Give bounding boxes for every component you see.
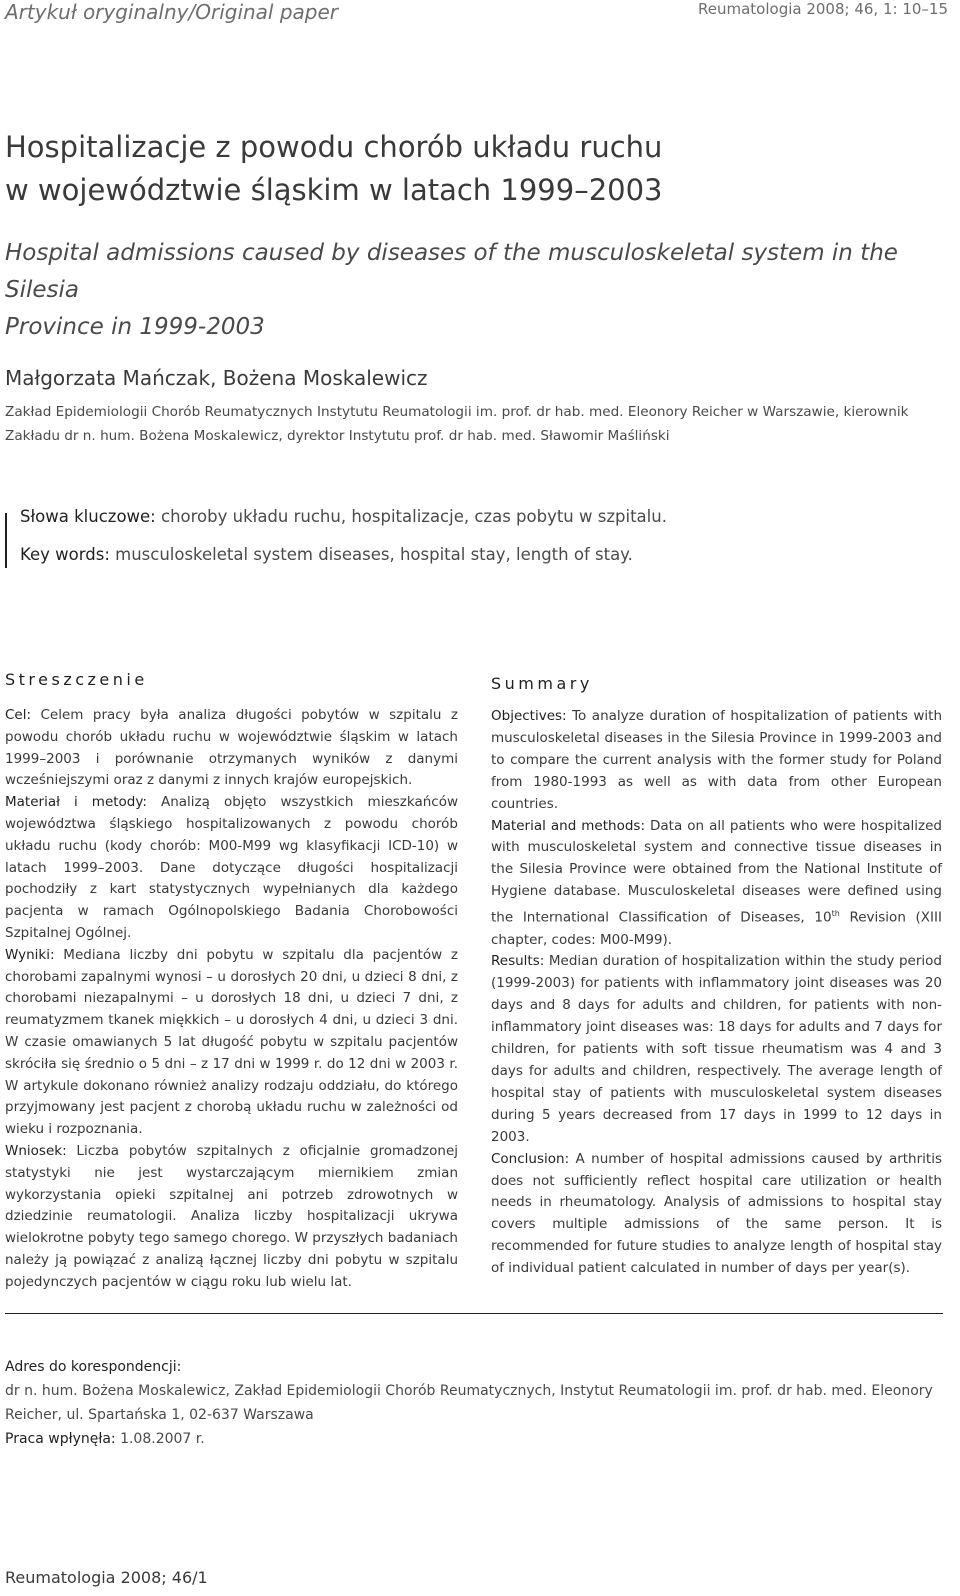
summary-heading: Summary <box>491 674 593 693</box>
title-english <box>5 235 945 346</box>
title-polish-line1: Hospitalizacje z powodu chorób układu ruchu <box>5 130 663 164</box>
correspondence-address: dr n. hum. Bożena Moskalewicz, Zakład Epidemiologii Chorób Reumatycznych, Instytut Reumatologii im. prof. dr hab. med. Eleonory Reicher, ul. Spartańska 1, 02-637 Warszawa <box>5 1383 933 1423</box>
results-text: Median duration of hospitalization within the study period (1999-2003) for patients with inflammatory joint diseases was 20 days and 8 days for adults and children, for patients with non-inflammatory joint diseases was: 18 days for adults and 7 days for children, for patients with soft tissue rheumatism was 4 and 3 days for adults and children, respectively. The average length of hospital stay of patients with musculoskeletal system diseases during 5 years decreased from 17 days in 1999 to 12 days in 2003. <box>491 953 942 1145</box>
keywords-english <box>20 545 633 564</box>
keywords-polish <box>20 507 667 526</box>
cel-text: Celem pracy była analiza długości pobytów w szpitalu z powodu chorób układu ruchu w województwie śląskim w latach 1999–2003 i porównanie otrzymanych wyników z danymi wcześniejszymi oraz z danymi z innych krajów europejskich. <box>5 707 458 789</box>
summary-objectives <box>491 706 942 816</box>
wniosek-label: Wniosek: <box>5 1142 67 1159</box>
conclusion-label: Conclusion: <box>491 1150 570 1167</box>
keywords-english-label: Key words: <box>20 545 110 564</box>
wyniki-label: Wyniki: <box>5 946 55 963</box>
summary-body <box>491 706 942 1280</box>
material-label-pl: Materiał i metody: <box>5 794 147 811</box>
conclusion-text: A number of hospital admissions caused by arthritis does not sufficiently reflect hospital care utilization or health needs in rheumatology. Analysis of admissions to hospital stay covers multiple admissions of the same person. It is recommended for future studies to analyze length of hospital stay of individual patient calculated in number of days per year(s). <box>491 1150 942 1277</box>
wyniki-text: Mediana liczby dni pobytu w szpitalu dla pacjentów z chorobami zapalnymi wynosi – u dorosłych 20 dni, u dzieci 8 dni, z chorobami niezapalnymi – u dorosłych 18 dni, u dzieci 7 dni, z reumatyzmem tkanek miękkich – u dorosłych 4 dni, u dzieci 3 dni. W czasie omawianych 5 lat długość pobytu w szpitalu pacjentów skróciła się średnio o 5 dni – z 17 dni w 1999 r. do 12 dni w 2003 r. W artykule dokonano również analizy rodzaju oddziału, do którego przyjmowany jest pacjent z chorobą układu ruchu w zależności od wieku i rozpoznania. <box>5 946 458 1138</box>
authors: Małgorzata Mańczak, Bożena Moskalewicz <box>5 366 428 390</box>
results-label: Results: <box>491 953 545 970</box>
streszczenie-wniosek <box>5 1141 458 1294</box>
summary-material <box>491 816 942 952</box>
streszczenie-heading: Streszczenie <box>5 670 148 689</box>
keywords-bar <box>5 513 7 568</box>
streszczenie-cel <box>5 705 458 792</box>
material-text-en-a: Data on all patients who were hospitalized with musculoskeletal system and connective tissue diseases in the Silesia Province were obtained from the National Institute of Hygiene database. Musculoskeletal diseases were defined using the International Classification of Diseases, 10 <box>491 817 942 926</box>
title-polish <box>5 126 935 212</box>
streszczenie-material <box>5 792 458 945</box>
keywords-english-text: musculoskeletal system diseases, hospital stay, length of stay. <box>109 545 633 564</box>
received-label: Praca wpłynęła: <box>5 1431 116 1447</box>
material-text-en-b: Revision (XIII chapter, codes: M00-M99). <box>491 909 942 948</box>
journal-section-label: Artykuł oryginalny/Original paper <box>5 0 339 24</box>
affiliation: Zakład Epidemiologii Chorób Reumatycznych Instytutu Reumatologii im. prof. dr hab. med. Eleonory Reicher w Warszawie, kierownik Zakładu dr n. hum. Bożena Moskalewicz, dyrektor Instytutu prof. dr hab. med. Sławomir Maśliński <box>5 404 909 444</box>
material-sup: th <box>831 909 840 919</box>
page-footer: Reumatologia 2008; 46/1 <box>5 1568 208 1587</box>
correspondence <box>5 1355 950 1451</box>
material-label-en: Material and methods: <box>491 817 645 834</box>
title-english-line2: Province in 1999-2003 <box>5 314 265 340</box>
wniosek-text: Liczba pobytów szpitalnych z oficjalnie gromadzonej statystyki nie jest wystarczającym miernikiem zmian wykorzystania opieki szpitalnej ani potrzeb zdrowotnych w dziedzinie reumatologii. Analiza liczby hospitalizacji ukrywa wielokrotne pobyty tego samego chorego. W przyszłych badaniach należy ją powiązać z analizą łącznej liczby dni pobytu w szpitalu pojedynczych pacjentów w ciągu roku lub wielu lat. <box>5 1142 458 1290</box>
material-text-pl: Analizą objęto wszystkich mieszkańców województwa śląskiego hospitalizowanych z powodu chorób układu ruchu (kody chorób: M00-M99 wg klasyfikacji ICD-10) w latach 1999–2003. Dane dotyczące długości hospitalizacji pochodziły z kart statystycznych wypełnianych dla każdego pacjenta w ramach Ogólnopolskiego Badania Chorobowości Szpitalnej Ogólnej. <box>5 794 459 941</box>
received-value: 1.08.2007 r. <box>115 1431 205 1447</box>
section-divider <box>5 1313 943 1314</box>
title-polish-line2: w województwie śląskim w latach 1999–2003 <box>5 173 663 207</box>
objectives-label: Objectives: <box>491 708 567 724</box>
summary-conclusion <box>491 1149 942 1280</box>
keywords-polish-label: Słowa kluczowe: <box>20 507 156 526</box>
streszczenie-body <box>5 705 458 1294</box>
journal-citation: Reumatologia 2008; 46, 1: 10–15 <box>698 0 948 18</box>
summary-results <box>491 951 942 1148</box>
objectives-text: To analyze duration of hospitalization of patients with musculoskeletal diseases in the Silesia Province in 1999-2003 and to compare the current analysis with the former study for Poland from 1980-1993 as well as with data from other European countries. <box>491 708 942 812</box>
title-english-line1: Hospital admissions caused by diseases of the musculoskeletal system in the Silesia <box>5 240 898 303</box>
keywords-polish-text: choroby układu ruchu, hospitalizacje, czas pobytu w szpitalu. <box>155 507 667 526</box>
streszczenie-wyniki <box>5 945 458 1141</box>
cel-label: Cel: <box>5 707 32 723</box>
correspondence-label: Adres do korespondencji: <box>5 1359 182 1375</box>
received-date <box>5 1427 950 1451</box>
